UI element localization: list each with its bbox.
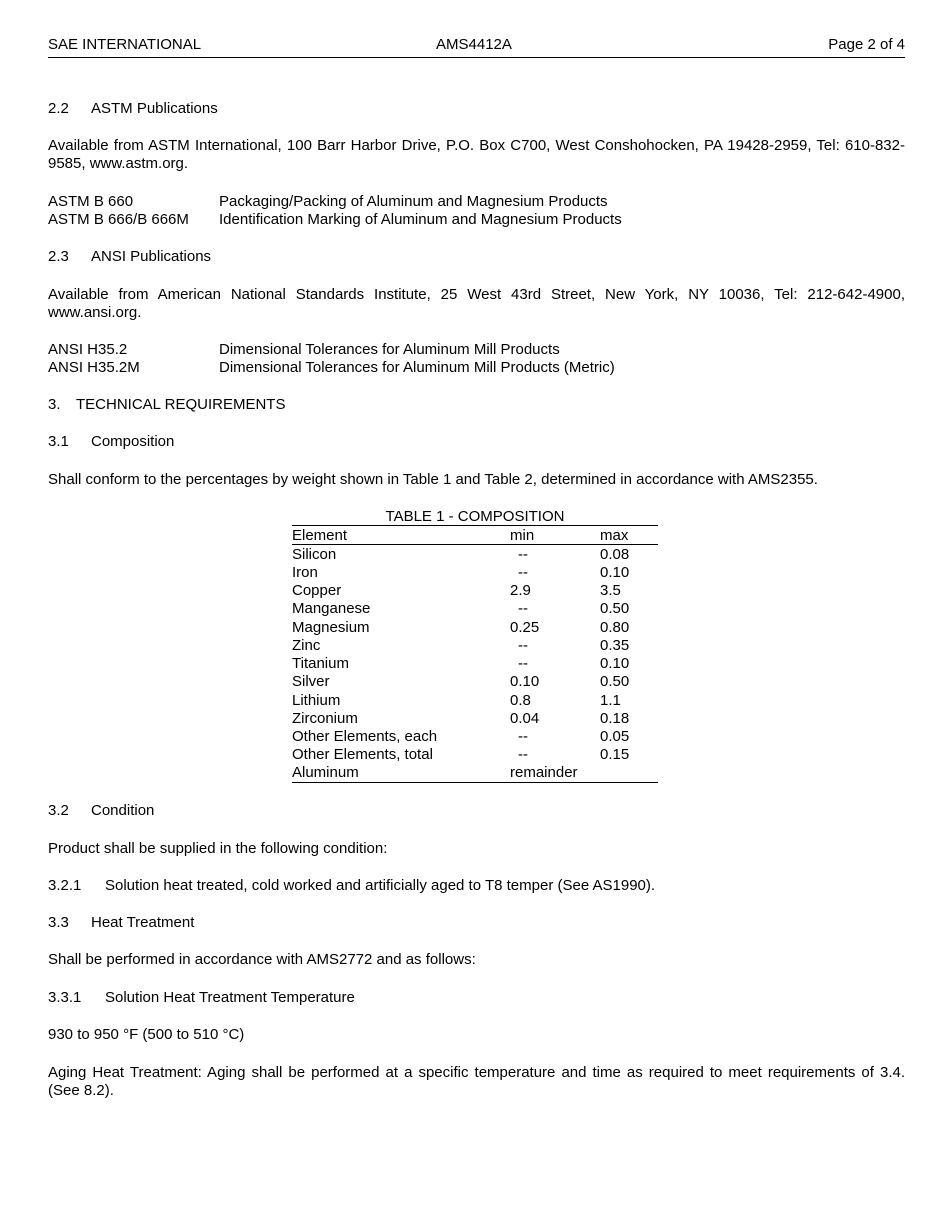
solution-temperature: 930 to 950 °F (500 to 510 °C) — [48, 1026, 245, 1043]
section-3-3-1-number: 3.3.1 — [48, 989, 82, 1006]
table-row — [292, 619, 658, 637]
cell-element: Aluminum — [292, 764, 359, 781]
cell-min: -- — [518, 655, 528, 672]
cell-min: 2.9 — [510, 582, 531, 599]
ref-code: ASTM B 666/B 666M — [48, 211, 189, 228]
header-rule — [48, 57, 905, 58]
section-3-1-title: Composition — [91, 433, 175, 450]
section-3-3-title: Heat Treatment — [91, 914, 195, 931]
header-max: max — [600, 527, 629, 544]
table-header-rule — [292, 544, 658, 545]
cell-min: -- — [518, 746, 528, 763]
header-org: SAE INTERNATIONAL — [48, 36, 202, 53]
table-row — [292, 637, 658, 655]
section-3-title: TECHNICAL REQUIREMENTS — [76, 396, 286, 413]
header-element: Element — [292, 527, 348, 544]
cell-max: 0.18 — [600, 710, 630, 727]
section-3-2-1-number: 3.2.1 — [48, 877, 82, 894]
cell-min: 0.04 — [510, 710, 540, 727]
cell-min: -- — [518, 564, 528, 581]
cell-element: Copper — [292, 582, 342, 599]
cell-max: 0.80 — [600, 619, 630, 636]
section-2-2-number: 2.2 — [48, 100, 69, 117]
section-2-3-title: ANSI Publications — [91, 248, 212, 265]
cell-element: Zinc — [292, 637, 321, 654]
cell-element: Other Elements, total — [292, 746, 433, 763]
section-3-2-1-text: Solution heat treated, cold worked and artificially aged to T8 temper (See AS1990). — [105, 877, 656, 894]
header-min: min — [510, 527, 535, 544]
table-row — [292, 728, 658, 746]
cell-element: Silver — [292, 673, 330, 690]
cell-element: Other Elements, each — [292, 728, 438, 745]
cell-max: 0.35 — [600, 637, 630, 654]
table-row — [292, 710, 658, 728]
cell-min: -- — [518, 546, 528, 563]
section-3-2-number: 3.2 — [48, 802, 69, 819]
cell-element: Magnesium — [292, 619, 370, 636]
section-3-3-number: 3.3 — [48, 914, 69, 931]
cell-element: Silicon — [292, 546, 337, 563]
section-3-1-number: 3.1 — [48, 433, 69, 450]
table-row — [292, 582, 658, 600]
table-caption: TABLE 1 - COMPOSITION — [385, 508, 565, 525]
ref-code: ASTM B 660 — [48, 193, 134, 210]
cell-element: Titanium — [292, 655, 349, 672]
table-row — [292, 673, 658, 691]
table-row — [292, 600, 658, 618]
cell-element: Lithium — [292, 692, 341, 709]
table-row — [292, 655, 658, 673]
cell-element: Manganese — [292, 600, 371, 617]
cell-min: 0.10 — [510, 673, 540, 690]
header-doc-number: AMS4412A — [436, 36, 512, 53]
section-2-2-text: Available from ASTM International, 100 Barr Harbor Drive, P.O. Box C700, West Conshohocken, PA 19428-2959, Tel: 610-832-9585, www.astm.org. — [48, 137, 905, 172]
cell-max: 0.50 — [600, 600, 630, 617]
cell-element: Zirconium — [292, 710, 358, 727]
table-row — [292, 746, 658, 764]
section-3-2-text: Product shall be supplied in the following condition: — [48, 840, 388, 857]
cell-max: 0.10 — [600, 655, 630, 672]
cell-max: 0.10 — [600, 564, 630, 581]
cell-max: 0.15 — [600, 746, 630, 763]
table-row — [292, 546, 658, 564]
cell-max: 0.05 — [600, 728, 630, 745]
cell-min: remainder — [510, 764, 578, 781]
cell-min: 0.8 — [510, 692, 531, 709]
section-3-3-text: Shall be performed in accordance with AMS2772 and as follows: — [48, 951, 476, 968]
table-top-rule — [292, 525, 658, 526]
cell-min: -- — [518, 637, 528, 654]
table-bottom-rule — [292, 782, 658, 783]
section-3-number: 3. — [48, 396, 61, 413]
cell-max: 0.50 — [600, 673, 630, 690]
table-header-row — [292, 527, 658, 545]
ref-code: ANSI H35.2 — [48, 341, 128, 358]
cell-min: -- — [518, 600, 528, 617]
section-3-3-1-title: Solution Heat Treatment Temperature — [105, 989, 355, 1006]
ref-code: ANSI H35.2M — [48, 359, 140, 376]
table-row — [292, 564, 658, 582]
header-page-number: Page 2 of 4 — [828, 36, 905, 53]
aging-text: Aging Heat Treatment: Aging shall be performed at a specific temperature and time as required to meet requirements of 3.4. (See 8.2). — [48, 1064, 905, 1099]
cell-max: 3.5 — [600, 582, 621, 599]
section-2-2-title: ASTM Publications — [91, 100, 218, 117]
table-row — [292, 764, 658, 782]
ref-title: Packaging/Packing of Aluminum and Magnesium Products — [219, 193, 608, 210]
cell-max: 0.08 — [600, 546, 630, 563]
section-3-2-title: Condition — [91, 802, 155, 819]
cell-max: 1.1 — [600, 692, 621, 709]
cell-min: -- — [518, 728, 528, 745]
cell-min: 0.25 — [510, 619, 540, 636]
cell-element: Iron — [292, 564, 318, 581]
ref-title: Identification Marking of Aluminum and Magnesium Products — [219, 211, 622, 228]
table-row — [292, 692, 658, 710]
ref-title: Dimensional Tolerances for Aluminum Mill Products (Metric) — [219, 359, 615, 376]
section-2-3-number: 2.3 — [48, 248, 69, 265]
ref-title: Dimensional Tolerances for Aluminum Mill Products — [219, 341, 560, 358]
section-3-1-text: Shall conform to the percentages by weight shown in Table 1 and Table 2, determined in accordance with AMS2355. — [48, 471, 818, 488]
section-2-3-text: Available from American National Standards Institute, 25 West 43rd Street, New York, NY 10036, Tel: 212-642-4900, www.ansi.org. — [48, 286, 905, 321]
